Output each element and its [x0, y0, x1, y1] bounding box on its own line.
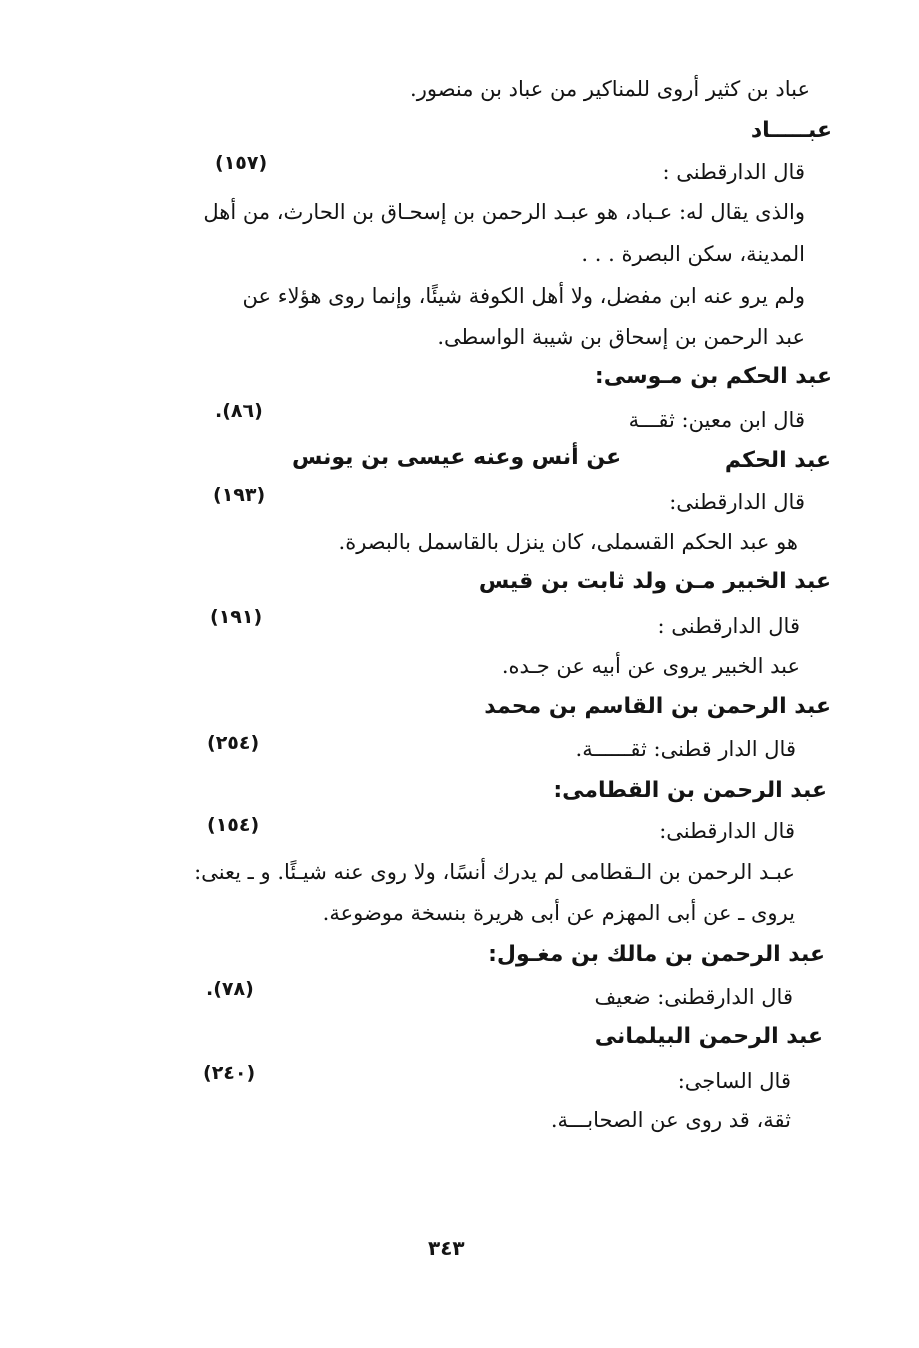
reference-number: (٢٥٤) — [207, 732, 260, 754]
text-line: قال الدارقطنى : — [657, 614, 800, 638]
text-line: عبـد الرحمن بن الـقطامى لم يدرك أنسًا، ولا روى عنه شيـئًا. و ـ يعنى: — [194, 860, 795, 884]
text-line: عبد الرحمن بن إسحاق بن شيبة الواسطى. — [437, 325, 805, 349]
reference-number: (٧٨). — [206, 978, 254, 1000]
text-line: المدينة، سكن البصرة . . . — [581, 242, 805, 266]
entry-heading: عبد الحكم — [724, 448, 831, 473]
text-line: ثقة، قد روى عن الصحابـــة. — [550, 1108, 791, 1132]
reference-number: (١٩١) — [210, 606, 263, 628]
page-number: ٣٤٣ — [428, 1236, 465, 1260]
entry-heading: عبد الرحمن بن القاسم بن محمد — [484, 694, 831, 719]
text-line: ولم يرو عنه ابن مفضل، ولا أهل الكوفة شيئًا، وإنما روى هؤلاء عن — [242, 284, 805, 308]
entry-heading: عبد الرحمن بن مالك بن مغـول: — [488, 942, 825, 967]
entry-heading: عبد الرحمن بن القطامى: — [553, 778, 827, 803]
text-line: هو عبد الحكم القسملى، كان ينزل بالقاسمل بالبصرة. — [338, 530, 798, 554]
reference-number: (٢٤٠) — [203, 1062, 256, 1084]
text-line: عباد بن كثير أروى للمناكير من عباد بن منصور. — [410, 77, 810, 101]
entry-heading: عبد الحكم بن مـوسى: — [594, 364, 832, 389]
entry-heading: عبـــــاد — [750, 118, 832, 143]
text-line: يروى ـ عن أبى المهزم عن أبى هريرة بنسخة موضوعة. — [322, 901, 795, 925]
text-line: عبد الخبير يروى عن أبيه عن جـده. — [501, 654, 800, 678]
reference-number: (٨٦). — [215, 400, 263, 422]
entry-heading: عبد الخبير مـن ولد ثابت بن قيس — [478, 569, 831, 594]
entry-heading-note: عن أنس وعنه عيسى بن يونس — [292, 445, 622, 470]
reference-number: (١٥٧) — [215, 152, 268, 174]
text-line: قال ابن معين: ثقـــة — [628, 408, 805, 432]
text-line: قال الدارقطنى: — [659, 819, 795, 843]
text-line: قال الدارقطنى : — [662, 160, 805, 184]
text-line: قال الدارقطنى: — [669, 490, 805, 514]
text-line: قال الدار قطنى: ثقــــــة. — [575, 737, 796, 761]
reference-number: (١٩٣) — [213, 484, 266, 506]
reference-number: (١٥٤) — [207, 814, 260, 836]
entry-heading: عبد الرحمن البيلمانى — [594, 1024, 823, 1049]
text-line: قال الدارقطنى: ضعيف — [594, 985, 793, 1009]
text-line: قال الساجى: — [677, 1069, 791, 1093]
text-line: والذى يقال له: عـباد، هو عبـد الرحمن بن إسحـاق بن الحارث، من أهل — [203, 200, 805, 224]
